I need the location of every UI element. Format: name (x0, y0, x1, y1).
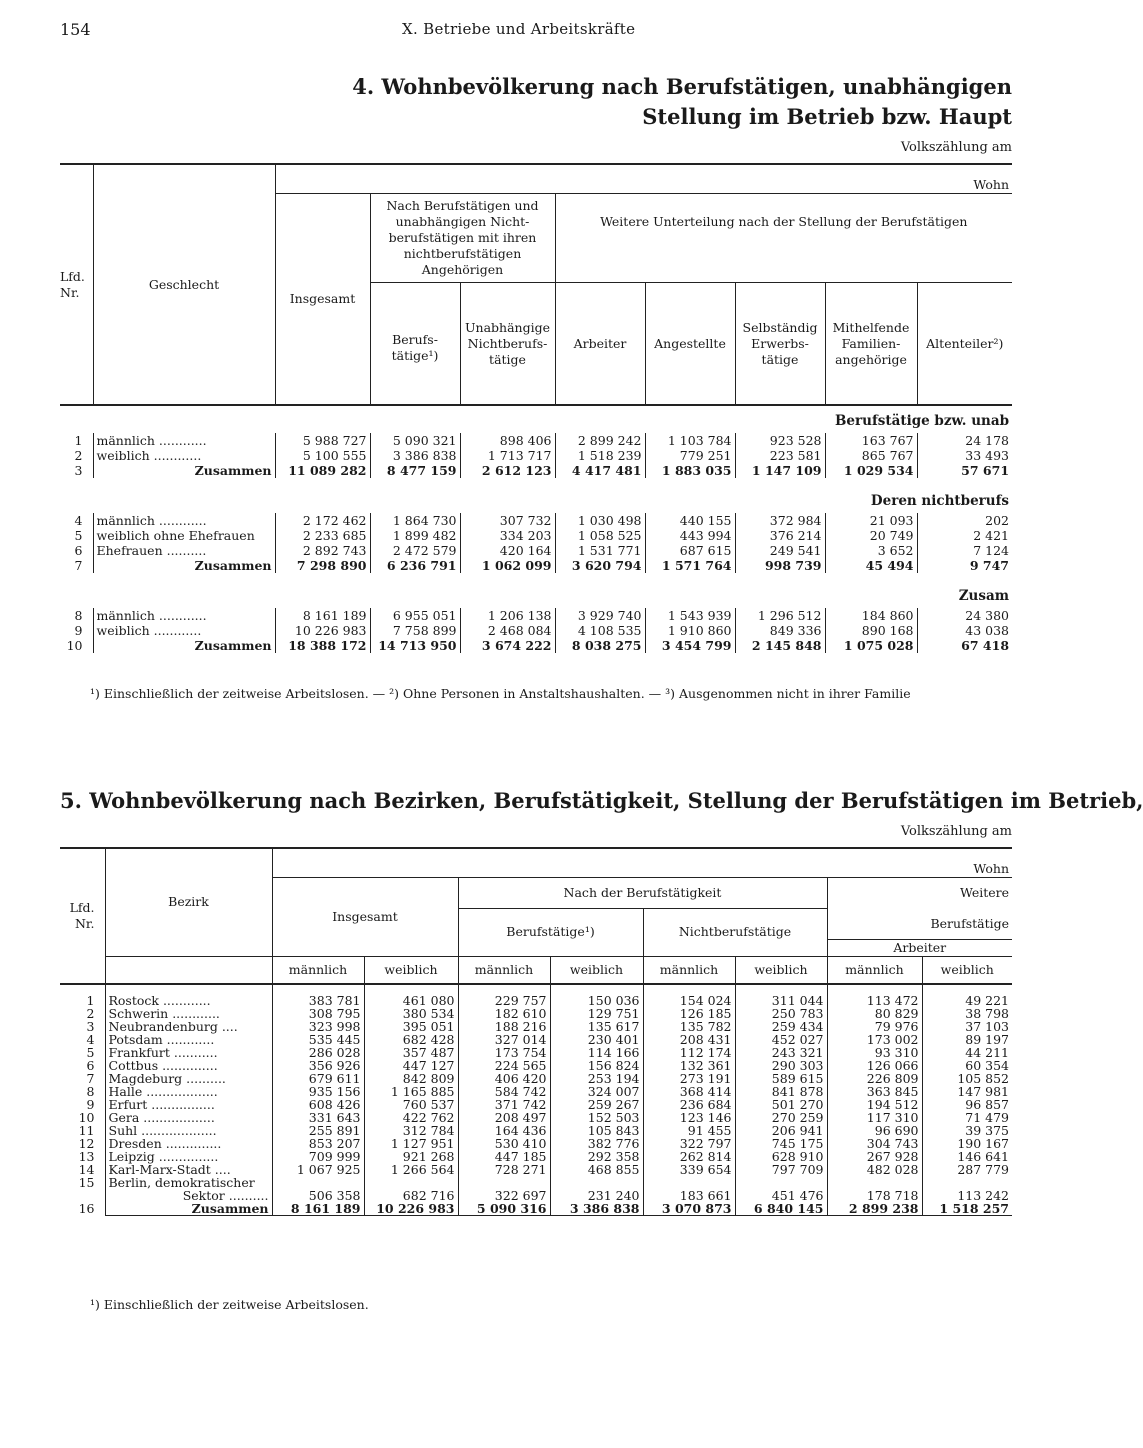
lfd-header: Lfd. Nr. (60, 164, 93, 405)
selbstaendig-header: Selbständig Erwerbs-tätige (735, 283, 825, 406)
table-row: 8 Halle .................. 935 156 1 165 885 584 742 324 007 368 414 841 878 363 845 147 981 (86, 1083, 1010, 1099)
weitere-unterteilung-header: Weitere Unterteilung nach der Stellung der Berufstätigen (555, 194, 1012, 283)
table5 (60, 847, 1012, 1216)
arbeiter-header: Arbeiter (555, 283, 645, 406)
table-row: 5 weiblich ohne Ehefrauen 2 233 685 1 899 482 334 203 1 058 525 443 994 376 214 20 749 2 421 (74, 528, 1010, 543)
maennlich-header: männlich (458, 956, 550, 984)
berufstaetige-header: Berufs-tätige¹) (370, 283, 460, 406)
table-row: 3 Neubrandenburg .... 323 998 395 051 188 216 135 617 135 782 259 434 79 976 37 103 (86, 1018, 1010, 1034)
table-row: 9 weiblich ............ 10 226 983 7 758 899 2 468 084 4 108 535 1 910 860 849 336 890 168 43 038 (74, 623, 1010, 638)
berufstaetige-right-header: Berufstätige (827, 909, 1012, 940)
page-number: 154 (60, 20, 91, 39)
arbeiter-header: Arbeiter (893, 939, 947, 955)
running-header: X. Betriebe und Arbeitskräfte (402, 20, 636, 38)
table-row: 1 männlich ............ 5 988 727 5 090 321 898 406 2 899 242 1 103 784 923 528 163 767 24 178 (74, 433, 1010, 448)
table-row-total: 3 Zusammen 11 089 282 8 477 159 2 612 123 4 417 481 1 883 035 1 147 109 1 029 534 57 671 (74, 463, 1010, 478)
table-row: 9 Erfurt ................ 608 426 760 537 371 742 259 267 236 684 501 270 194 512 96 857 (86, 1096, 1010, 1112)
maennlich-header: männlich (272, 956, 364, 984)
table-row: 4 männlich ............ 2 172 462 1 864 730 307 732 1 030 498 440 155 372 984 21 093 202 (74, 513, 1010, 528)
weitere-header: Weitere (959, 885, 1010, 901)
weiblich-header: weiblich (550, 956, 643, 984)
table4-section-3 (60, 573, 1012, 653)
altenteiler-header: Altenteiler²) (917, 283, 1012, 406)
wohn-header: Wohn (275, 164, 1012, 194)
berufstaetige-header: Berufstätige¹) (458, 909, 643, 957)
table5-title: 5. Wohnbevölkerung nach Bezirken, Berufstätigkeit, Stellung der Berufstätigen im Betrieb, (60, 788, 1143, 813)
table-row: 6 Cottbus .............. 356 926 447 127 224 565 156 824 132 361 290 303 126 066 60 354 (86, 1057, 1010, 1073)
table4-title-line2: Stellung im Betrieb bzw. Haupt (642, 104, 1012, 129)
table4-section-1 (60, 405, 1012, 478)
table-row: 11 Suhl ................... 255 891 312 784 164 436 105 843 91 455 206 941 96 690 39 375 (78, 1122, 1010, 1138)
table4-header (60, 164, 1012, 405)
table-row: 15 Berlin, demokratischer (60, 1176, 1012, 1189)
section-title: Zusam (958, 588, 1010, 604)
maennlich-header: männlich (827, 956, 922, 984)
unabhaengige-header: Unabhängige Nichtberufs-tätige (460, 283, 555, 406)
table-row: Sektor .......... 506 358 682 716 322 697 231 240 183 661 451 476 178 718 113 242 (60, 1189, 1012, 1202)
table-row: 10 Gera .................. 331 643 422 762 208 497 152 503 123 146 270 259 117 310 71 479 (78, 1109, 1010, 1125)
table-row: 4 Potsdam ............ 535 445 682 428 327 014 230 401 208 431 452 027 173 002 89 197 (86, 1031, 1010, 1047)
table-row: 6 Ehefrauen .......... 2 892 743 2 472 579 420 164 1 531 771 687 615 249 541 3 652 7 124 (74, 543, 1010, 558)
table-row: 14 Karl-Marx-Stadt .... 1 067 925 1 266 564 728 271 468 855 339 654 797 709 482 028 287 779 (78, 1161, 1010, 1177)
bezirk-header: Bezirk (105, 848, 272, 956)
table4 (60, 163, 1012, 653)
section-title: Berufstätige bzw. unab (835, 413, 1010, 429)
table5-header (60, 848, 1012, 984)
nach-berufstaetigen-header: Nach Berufstätigen und unabhängigen Nicht-berufstätigen mit ihren nichtberufstätigen Angehörigen (370, 194, 555, 283)
table-row-total: 7 Zusammen 7 298 890 6 236 791 1 062 099 3 620 794 1 571 764 998 739 45 494 9 747 (74, 558, 1010, 573)
table-row: 5 Frankfurt ........... 286 028 357 487 173 754 114 166 112 174 243 321 93 310 44 211 (86, 1044, 1010, 1060)
table-row: 12 Dresden .............. 853 207 1 127 951 530 410 382 776 322 797 745 175 304 743 190 167 (78, 1135, 1010, 1151)
insgesamt-header: Insgesamt (272, 878, 458, 957)
table-row: 13 Leipzig ............... 709 999 921 268 447 185 292 358 262 814 628 910 267 928 146 641 (78, 1148, 1010, 1164)
table4-subtitle: Volkszählung am (900, 140, 1012, 155)
table5-subtitle: Volkszählung am (900, 824, 1012, 839)
table-row: 2 weiblich ............ 5 100 555 3 386 838 1 713 717 1 518 239 779 251 223 581 865 767 33 493 (74, 448, 1010, 463)
section-title: Deren nichtberufs (870, 493, 1010, 509)
mithelfende-header: Mithelfende Familien-angehörige (825, 283, 917, 406)
table-row: 2 Schwerin ............ 308 795 380 534 182 610 129 751 126 185 250 783 80 829 38 798 (86, 1005, 1010, 1021)
table-row: 7 Magdeburg .......... 679 611 842 809 406 420 253 194 273 191 589 615 226 809 105 852 (86, 1070, 1010, 1086)
nichtberufstaetige-header: Nichtberufstätige (643, 909, 827, 957)
geschlecht-header: Geschlecht (93, 164, 275, 405)
table4-section-2 (60, 478, 1012, 573)
table5-body (60, 984, 1012, 1216)
lfd-header: Lfd. Nr. (60, 848, 105, 984)
table4-footnote: ¹) Einschließlich der zeitweise Arbeitslosen. — ²) Ohne Personen in Anstaltshaushalten. — ³) Ausgenommen nicht in ihrer Familie (90, 686, 911, 701)
maennlich-header: männlich (643, 956, 735, 984)
angestellte-header: Angestellte (645, 283, 735, 406)
nach-berufstaetigkeit-header: Nach der Berufstätigkeit (458, 878, 827, 909)
table-row-total: 16 Zusammen 8 161 189 10 226 983 5 090 316 3 386 838 3 070 873 6 840 145 2 899 238 1 518 257 (60, 1202, 1012, 1216)
weiblich-header: weiblich (735, 956, 827, 984)
table4-title-line1: 4. Wohnbevölkerung nach Berufstätigen, unabhängigen (352, 74, 1012, 99)
table-row: 8 männlich ............ 8 161 189 6 955 051 1 206 138 3 929 740 1 543 939 1 296 512 184 860 24 380 (74, 608, 1010, 623)
table-row: 1 Rostock ............ 383 781 461 080 229 757 150 036 154 024 311 044 113 472 49 221 (86, 992, 1010, 1008)
weiblich-header: weiblich (364, 956, 458, 984)
table-row-total: 10 Zusammen 18 388 172 14 713 950 3 674 222 8 038 275 3 454 799 2 145 848 1 075 028 67 418 (66, 638, 1010, 653)
weiblich-header: weiblich (922, 956, 1012, 984)
wohn-header: Wohn (272, 848, 1012, 878)
table5-footnote: ¹) Einschließlich der zeitweise Arbeitslosen. (90, 1297, 369, 1312)
insgesamt-header: Insgesamt (275, 194, 370, 406)
